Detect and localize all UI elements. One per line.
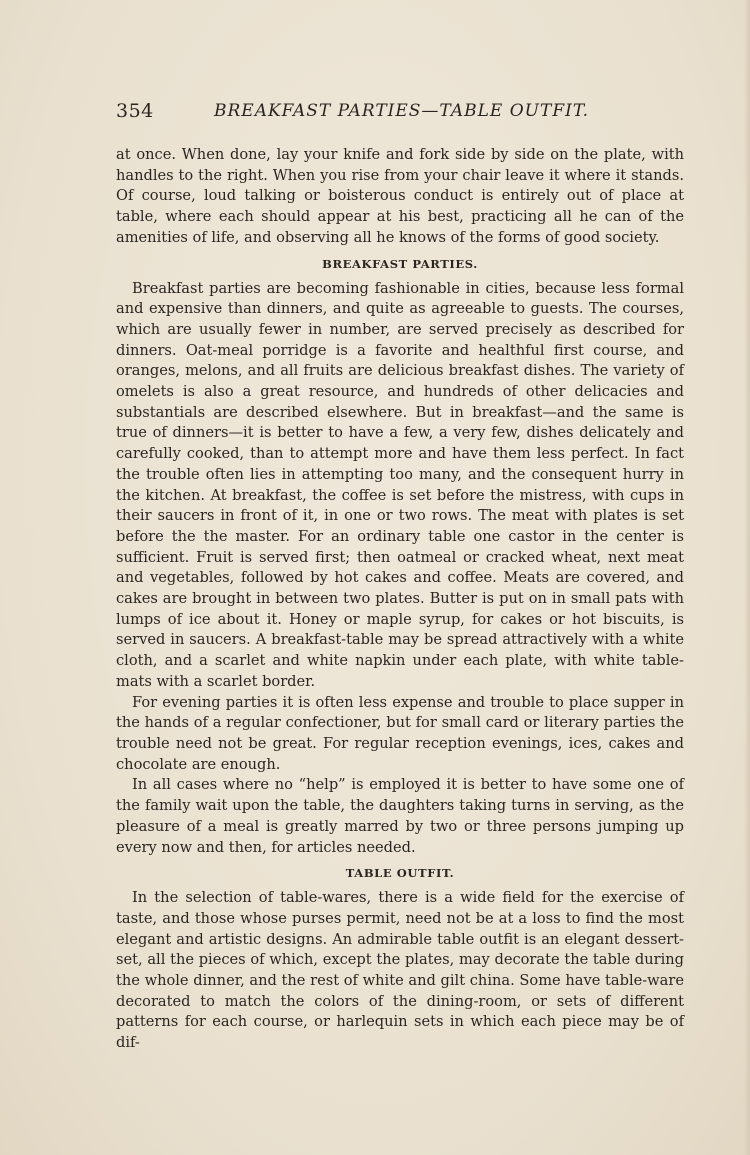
paragraph-table-outfit: In the selection of table-wares, there is a wide field for the exercise of taste, and those whose purses permit, need not be at a loss to find the most elegant and artistic designs. An admirable table outfit is an elegant dessert-set, all the pieces of which, except the plates, may decorate the table during the whole dinner, and the rest of white and gilt china. Some have table-ware decorated to match the colors of the dining-room, or sets of different patterns for each course, or harlequin sets in which each piece may be of dif- (116, 889, 684, 1052)
paragraph-intro: at once. When done, lay your knife and fork side by side on the plate, with handles to the right. When you rise from your chair leave it where it stands. Of course, loud talking or boisterous conduct is entirely out of place at table, where each should appear at his best, practicing all he can of the amenities of life, and observing all he knows of the forms of good society. (116, 146, 684, 246)
running-title: BREAKFAST PARTIES—TABLE OUTFIT. (214, 101, 590, 121)
page-edge-shadow (744, 0, 750, 1155)
body-text (116, 145, 684, 1054)
page-header (116, 100, 684, 126)
section-heading-table-outfit: TABLE OUTFIT. (345, 866, 455, 881)
paragraph-evening-parties: For evening parties it is often less expense and trouble to place supper in the hands of a regular confectioner, but for small card or literary parties the trouble need not be great. For regular reception evenings, ices, cakes and chocolate are enough. (116, 693, 684, 773)
paragraph-help: In all cases where no “help” is employed it is better to have some one of the family wait upon the table, the daughters taking turns in serving, as the pleasure of a meal is greatly marred by two or three persons jumping up every now and then, for articles needed. (116, 776, 684, 856)
paragraph-breakfast-parties: Breakfast parties are becoming fashionable in cities, because less formal and expensive than dinners, and quite as agreeable to guests. The courses, which are usually fewer in number, are served precisely as described for dinners. Oat-meal porridge is a favorite and healthful first course, and oranges, melons, and all fruits are delicious breakfast dishes. The variety of omelets is also a great resource, and hundreds of other delicacies and substantials are described elsewhere. But in breakfast—and the same is true of dinners—it is better to have a few, a very few, dishes delicately and carefully cooked, than to attempt more and have them less perfect. In fact the trouble often lies in attempting too many, and the consequent hurry in the kitchen. At breakfast, the coffee is set before the mistress, with cups in their saucers in front of it, in one or two rows. The meat with plates is set before the the master. For an ordinary table one castor in the center is sufficient. Fruit is served first; then oatmeal or cracked wheat, next meat and vegetables, followed by hot cakes and coffee. Meats are covered, and cakes are brought in between two plates. Butter is put on in small pats with lumps of ice about it. Honey or maple syrup, for cakes or hot biscuits, is served in saucers. A breakfast-table may be spread attractively with a white cloth, and a scarlet and white napkin under each plate, with white table-mats with a scarlet border. (116, 279, 684, 690)
page-number: 354 (116, 100, 154, 122)
section-heading-breakfast-parties: BREAKFAST PARTIES. (322, 256, 478, 271)
